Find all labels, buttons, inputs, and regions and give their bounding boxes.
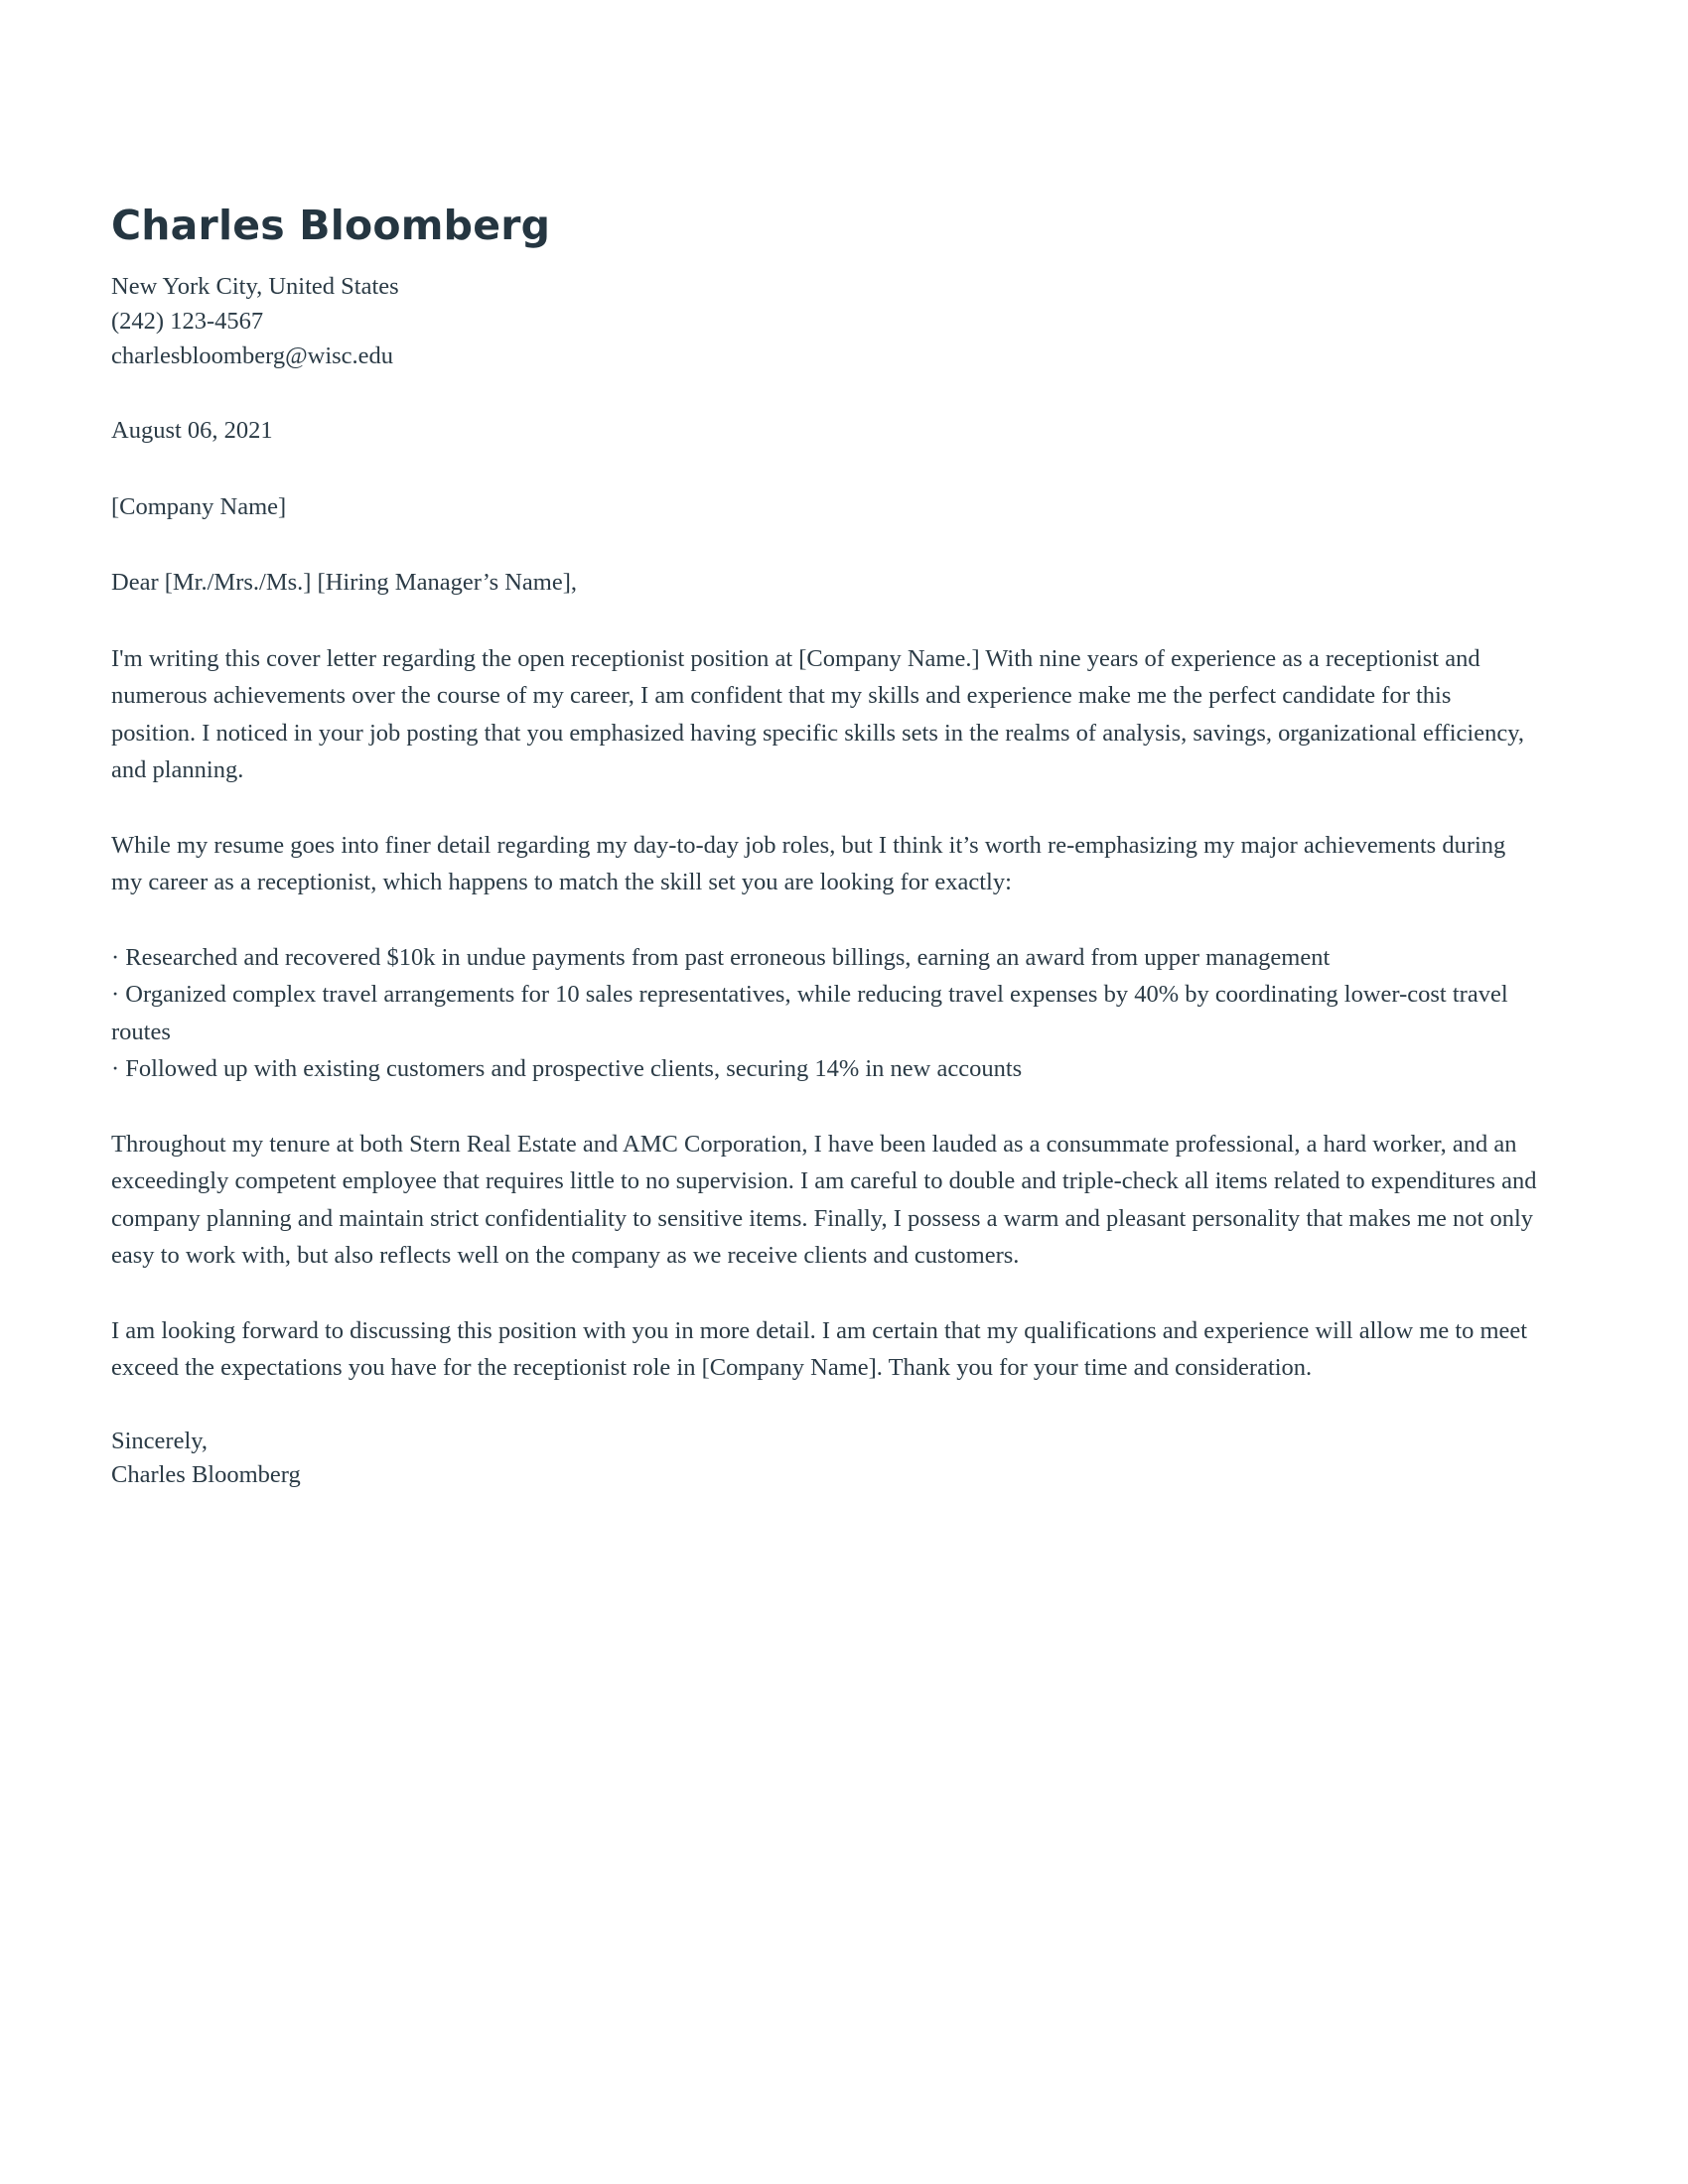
paragraph-tenure: Throughout my tenure at both Stern Real Estate and AMC Corporation, I have been lauded as a consummate professional, a hard worker, and an exceedingly competent employee that requires little to no supervision. I am careful to double and triple-check all items related to expenditures and company planning and maintain strict confidentiality to sensitive items. Finally, I possess a warm and pleasant personality that makes me not only easy to work with, but also reflects well on the company as we receive clients and customers. [111, 1130, 1537, 1270]
achievements-list [111, 939, 1541, 1088]
list-item: · Followed up with existing customers and prospective clients, securing 14% in new accounts [111, 1055, 1023, 1083]
paragraph-closing-statement: I am looking forward to discussing this position with you in more detail. I am certain that my qualifications and experience will allow me to meet exceed the expectations you have for the receptionist role in [Company Name]. Thank you for your time and consideration. [111, 1316, 1528, 1382]
spacer [111, 1088, 1541, 1126]
spacer [111, 1387, 1541, 1425]
contact-phone: (242) 123-4567 [111, 307, 264, 335]
spacer [111, 602, 1541, 640]
spacer [111, 789, 1541, 827]
paragraph-achievements-lead: While my resume goes into finer detail regarding my day-to-day job roles, but I think it’s worth re-emphasizing my major achievements during my career as a receptionist, which happens to match the skill set you are looking for exactly: [111, 831, 1506, 896]
spacer [111, 901, 1541, 939]
contact-location: New York City, United States [111, 273, 399, 301]
page-title: Charles Bloomberg [111, 202, 551, 249]
salutation: Dear [Mr./Mrs./Ms.] [Hiring Manager’s Name], [111, 569, 578, 597]
spacer [111, 525, 1541, 564]
signature-name: Charles Bloomberg [111, 1461, 301, 1489]
company-name: [Company Name] [111, 492, 287, 520]
spacer [111, 373, 1541, 412]
spacer [111, 450, 1541, 488]
paragraph-intro: I'm writing this cover letter regarding the open receptionist position at [Company Name.] With nine years of experience as a receptionist and numerous achievements over the course of my career, I am confident that my skills and experience make me the perfect candidate for this position. I noticed in your job posting that you emphasized having specific skills sets in the realms of analysis, savings, organizational efficiency, and planning. [111, 644, 1524, 784]
closing-salutation: Sincerely, [111, 1427, 209, 1454]
list-item: · Organized complex travel arrangements for 10 sales representatives, while reducing travel expenses by 40% by coordinating lower-cost travel routes [111, 981, 1508, 1045]
spacer [111, 1275, 1541, 1312]
contact-email: charlesbloomberg@wisc.edu [111, 341, 394, 369]
letter-date: August 06, 2021 [111, 417, 273, 445]
list-item: · Researched and recovered $10k in undue payments from past erroneous billings, earning an award from upper management [111, 943, 1331, 971]
letter-body [111, 204, 1541, 1493]
